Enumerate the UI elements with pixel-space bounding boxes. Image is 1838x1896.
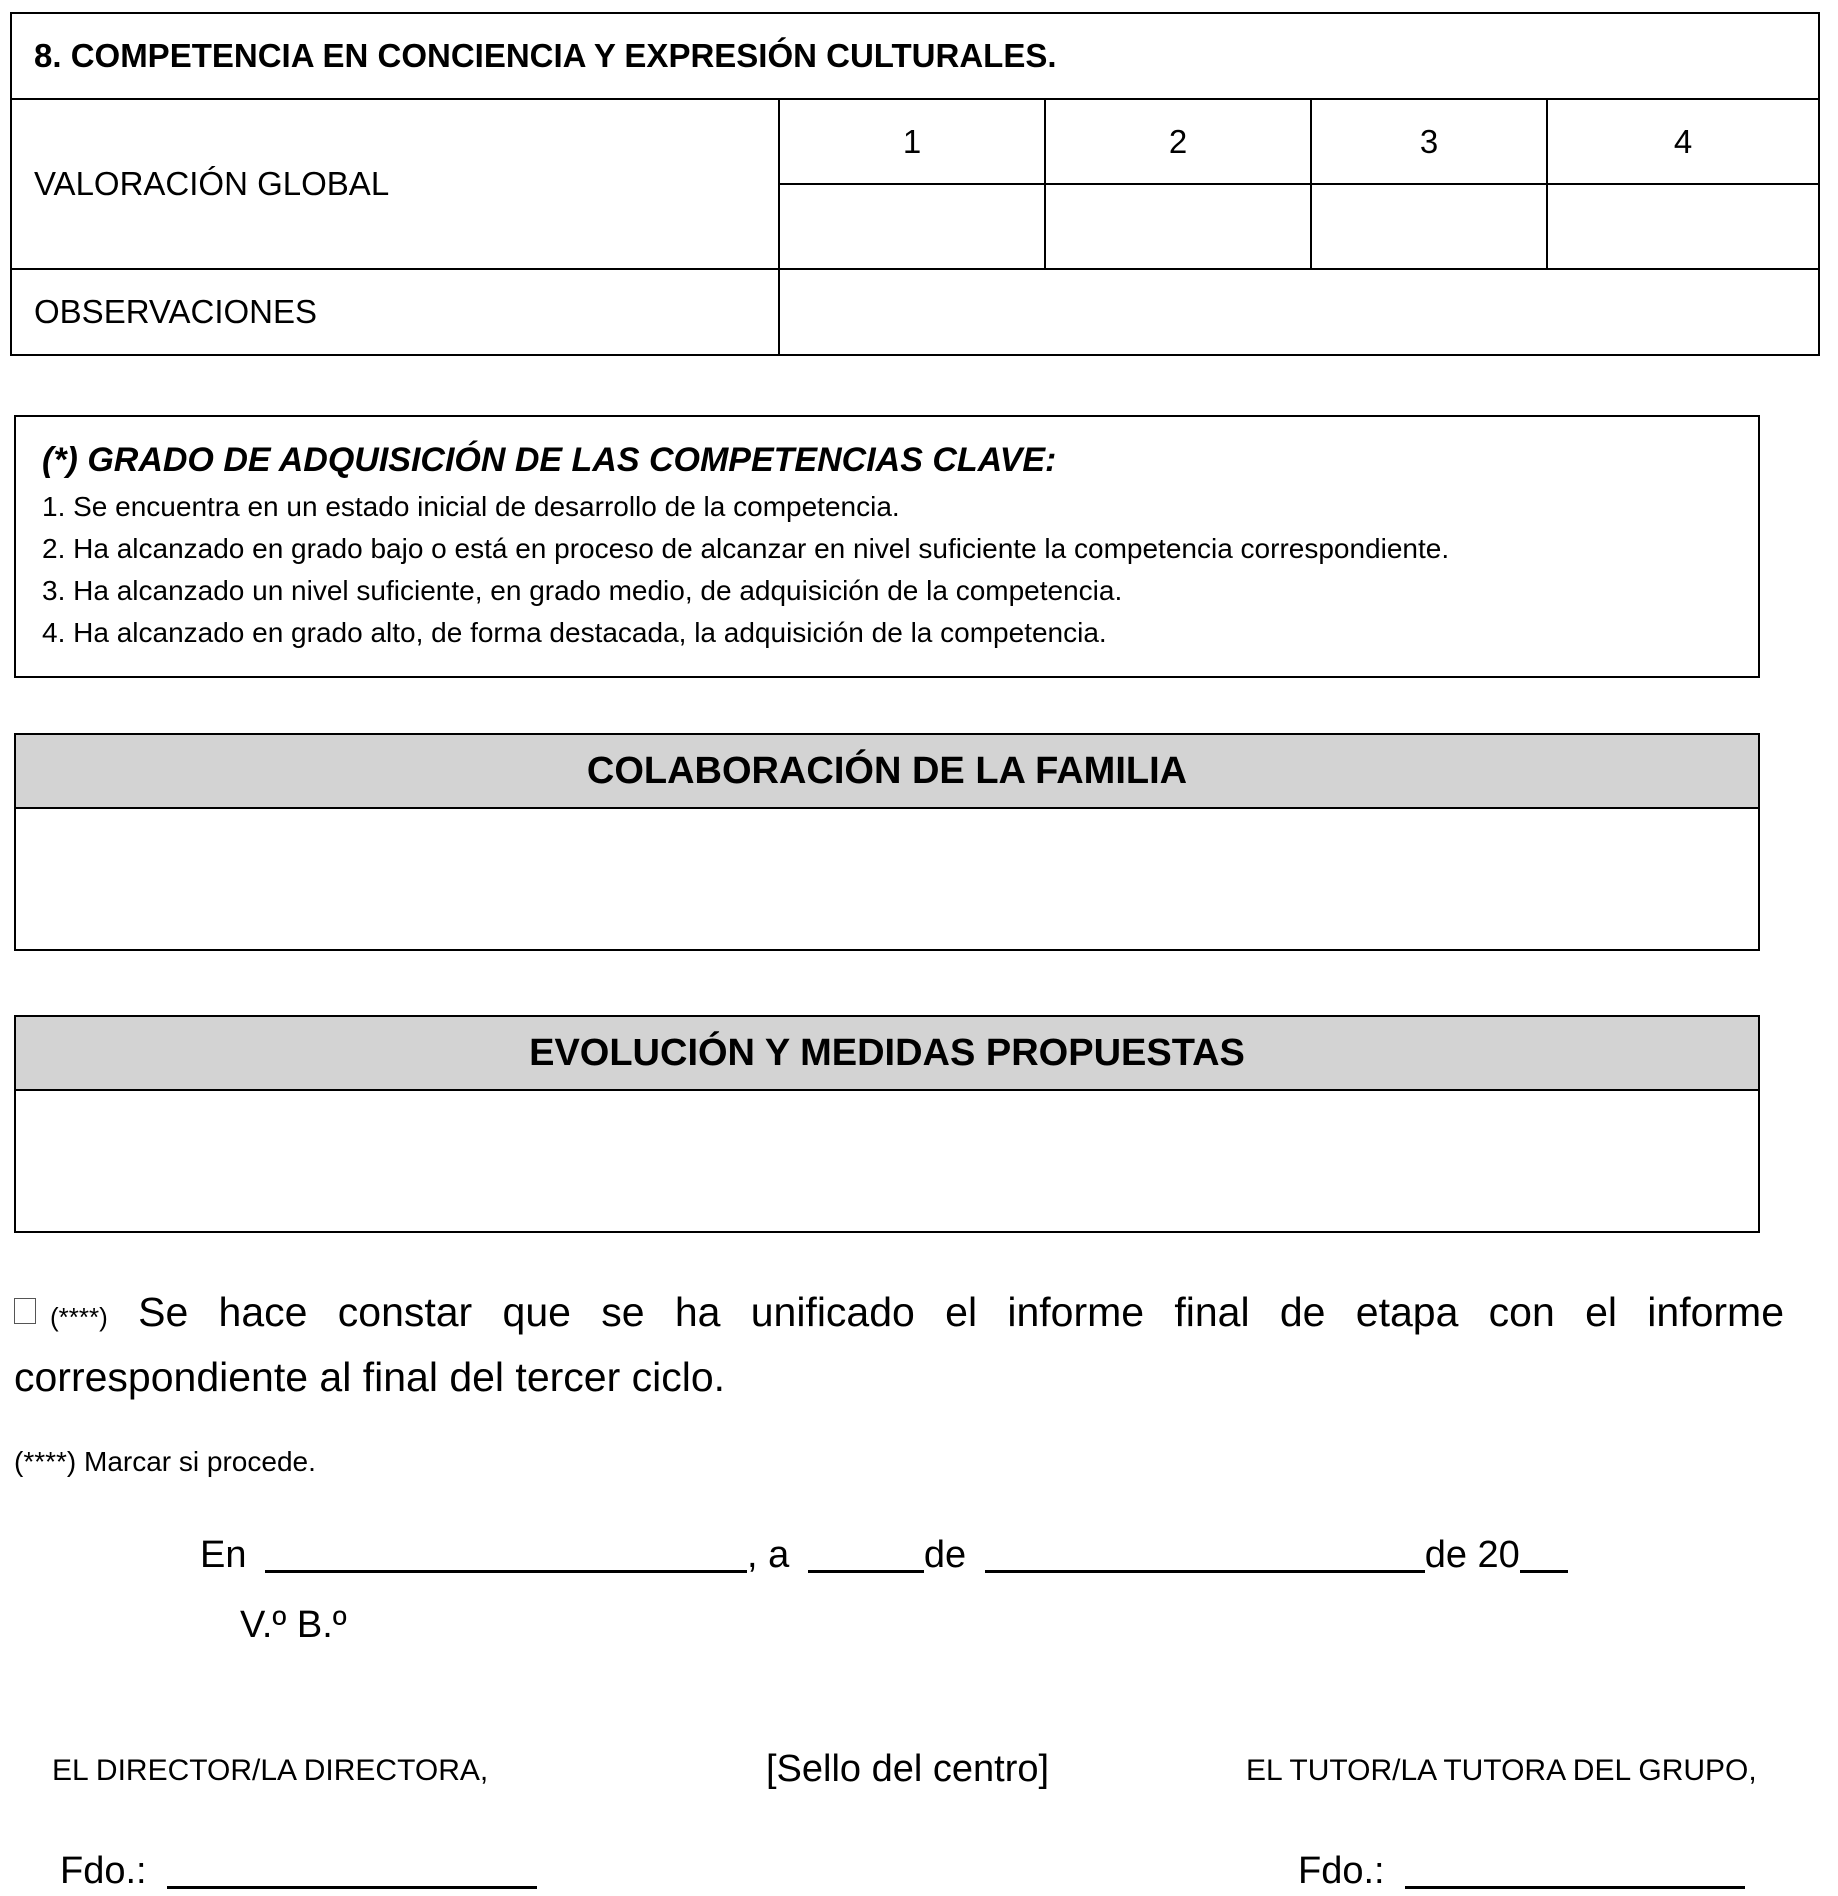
- family-section-title: COLABORACIÓN DE LA FAMILIA: [16, 735, 1758, 809]
- evolution-section: [14, 1015, 1760, 1233]
- legend-title: (*) GRADO DE ADQUISICIÓN DE LAS COMPETENCIAS CLAVE:: [42, 441, 1057, 479]
- level-header-3: 3: [1311, 99, 1547, 184]
- observations-label: OBSERVACIONES: [11, 269, 779, 355]
- director-signature-line: [60, 1846, 537, 1893]
- statement-text: Se hace constar que se ha unificado el informe final de etapa con el informe correspondiente al final del tercer ciclo.: [14, 1289, 1784, 1400]
- date-de-1: de: [923, 1534, 967, 1576]
- tutor-fdo-label: Fdo.:: [1298, 1850, 1385, 1892]
- global-assessment-label: VALORACIÓN GLOBAL: [11, 99, 779, 269]
- evolution-section-title: EVOLUCIÓN Y MEDIDAS PROPUESTAS: [16, 1017, 1758, 1091]
- tutor-signature-line: [1298, 1846, 1745, 1893]
- legend-item-2: 2. Ha alcanzado en grado bajo o está en proceso de alcanzar en nivel suficiente la competencia correspondiente.: [42, 533, 1450, 564]
- month-blank[interactable]: [985, 1536, 1425, 1573]
- tutor-label: EL TUTOR/LA TUTORA DEL GRUPO,: [1246, 1754, 1757, 1787]
- family-section: [14, 733, 1760, 951]
- day-blank[interactable]: [808, 1536, 924, 1573]
- school-stamp: [Sello del centro]: [766, 1748, 1050, 1790]
- competence-title: 8. COMPETENCIA EN CONCIENCIA Y EXPRESIÓN CULTURALES.: [11, 13, 1819, 99]
- date-de-2: de 20: [1424, 1534, 1520, 1576]
- place-prefix: En: [200, 1534, 247, 1576]
- statement-ref: (****): [50, 1302, 108, 1332]
- level-cell-1[interactable]: [779, 184, 1045, 269]
- unification-checkbox[interactable]: [14, 1298, 36, 1324]
- level-cell-3[interactable]: [1311, 184, 1547, 269]
- director-label: EL DIRECTOR/LA DIRECTORA,: [52, 1754, 489, 1787]
- legend-item-4: 4. Ha alcanzado en grado alto, de forma destacada, la adquisición de la competencia.: [42, 617, 1107, 648]
- legend-item-1: 1. Se encuentra en un estado inicial de desarrollo de la competencia.: [42, 491, 900, 522]
- level-header-2: 2: [1045, 99, 1311, 184]
- evolution-section-field[interactable]: [16, 1091, 1758, 1231]
- unification-statement: [14, 1282, 1784, 1407]
- visto-bueno: V.º B.º: [240, 1604, 347, 1646]
- legend-item-3: 3. Ha alcanzado un nivel suficiente, en grado medio, de adquisición de la competencia.: [42, 575, 1123, 606]
- place-blank[interactable]: [265, 1536, 747, 1573]
- family-section-field[interactable]: [16, 809, 1758, 949]
- tutor-signature-blank[interactable]: [1405, 1852, 1745, 1889]
- year-blank[interactable]: [1520, 1536, 1568, 1573]
- level-header-1: 1: [779, 99, 1045, 184]
- footnote: (****) Marcar si procede.: [14, 1446, 316, 1477]
- competence-table: [10, 12, 1820, 356]
- level-cell-2[interactable]: [1045, 184, 1311, 269]
- level-cell-4[interactable]: [1547, 184, 1819, 269]
- place-date-line: [200, 1530, 1568, 1577]
- director-signature-blank[interactable]: [167, 1852, 537, 1889]
- legend-box: [14, 415, 1760, 678]
- observations-field[interactable]: [779, 269, 1819, 355]
- place-a: , a: [747, 1534, 790, 1576]
- director-fdo-label: Fdo.:: [60, 1850, 147, 1892]
- level-header-4: 4: [1547, 99, 1819, 184]
